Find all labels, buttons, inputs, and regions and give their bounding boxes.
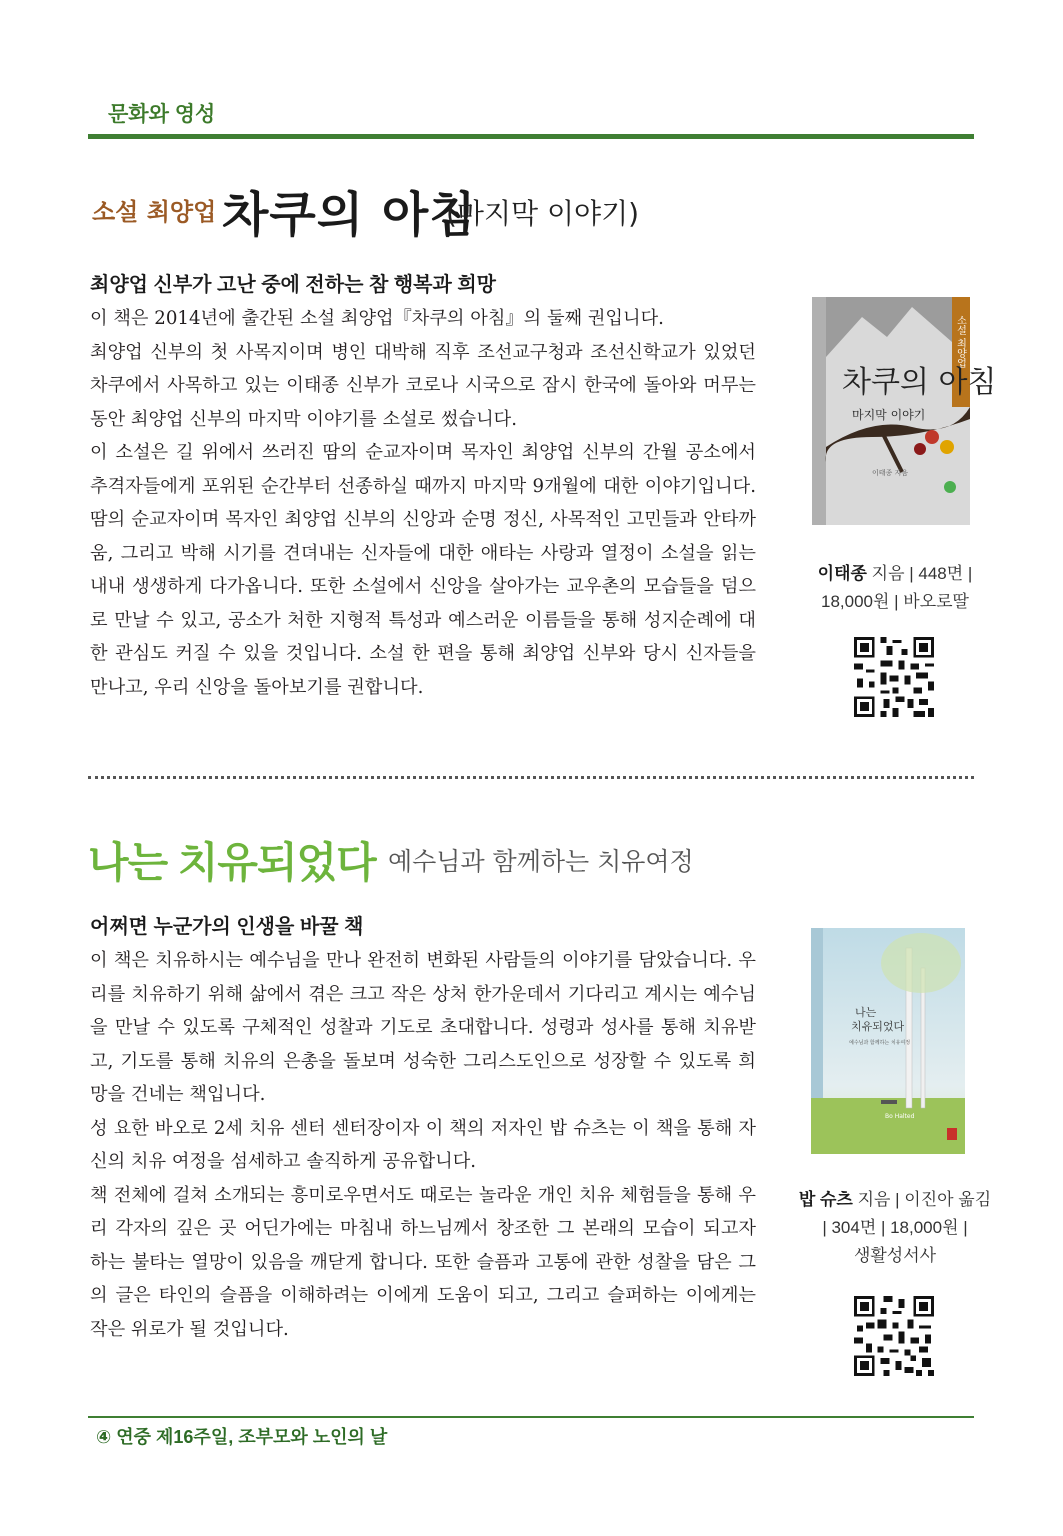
book2-info-line2: | 304면 | 18,000원 | [822, 1218, 968, 1237]
book2-cover-title-line2: 치유되었다 [851, 1020, 905, 1033]
qr-code-icon[interactable] [851, 1293, 937, 1379]
section-title: 문화와 영성 [108, 103, 216, 126]
page-footer: ④ 연중 제16주일, 조부모와 노인의 날 [96, 1427, 388, 1447]
book1-paragraph: 이 책은 2014년에 출간된 소설 최양업『차쿠의 아침』의 둘째 권입니다. [90, 308, 664, 329]
book1-info [800, 560, 990, 616]
header-rule [88, 134, 974, 139]
footer-rule [88, 1416, 974, 1418]
book2-info-line1: 지음 | 이진아 옮김 [852, 1190, 992, 1209]
book1-info-line2: 18,000원 | 바오로딸 [821, 592, 969, 611]
book1-subtitle: (마지막 이야기) [446, 197, 640, 230]
book1-cover-image [812, 297, 997, 525]
book2-cover-author: Bo Halted [885, 1113, 915, 1120]
book2-cover-title-line1: 나는 [855, 1006, 877, 1019]
book2-info [790, 1186, 1000, 1270]
book2-paragraph: 성 요한 바오로 2세 치유 센터 센터장이자 이 책의 저자인 밥 슈츠는 이 책을 통해 자신의 치유 여정을 섬세하고 솔직하게 공유합니다. [90, 1117, 756, 1172]
book2-cover-tagline: 예수님과 함께하는 치유여정 [849, 1040, 911, 1046]
book1-heading: 최양업 신부가 고난 중에 전하는 참 행복과 희망 [90, 274, 496, 296]
book1-cover-author: 이태종 지음 [872, 469, 909, 477]
book1-title: 차쿠의 아침 [222, 187, 477, 243]
book1-body [90, 302, 756, 704]
section-divider [88, 776, 974, 779]
book2-heading: 어쩌면 누군가의 인생을 바꿀 책 [90, 916, 364, 938]
book1-info-line1: 지음 | 448면 | [866, 564, 973, 583]
book2-body [90, 944, 756, 1346]
book1-cover-title: 차쿠의 아침 [842, 365, 997, 400]
book2-info-line3: 생활성서사 [853, 1246, 937, 1265]
qr-code-icon[interactable] [851, 634, 937, 720]
book2-author: 밥 슈츠 [798, 1190, 853, 1209]
book1-cover-side-text: 소설 최양업 [954, 315, 966, 369]
book1-paragraph: 최양업 신부의 첫 사목지이며 병인 대박해 직후 조선교구청과 조선신학교가 있었던 차쿠에서 사목하고 있는 이태종 신부가 코로나 시국으로 잠시 한국에 돌아와 머무는 동안 최양업 신부의 마지막 이야기를 소설로 썼습니다. [90, 341, 756, 430]
book1-label: 소설 최양업 [92, 198, 217, 226]
book1-paragraph: 이 소설은 길 위에서 쓰러진 땀의 순교자이며 목자인 최양업 신부의 간월 공소에서 추격자들에게 포위된 순간부터 선종하실 때까지 마지막 9개월에 대한 이야기입니다. 땀의 순교자이며 목자인 최양업 신부의 신앙과 순명 정신, 사목적인 고민들과 안타까움, 그리고 박해 시기를 견뎌내는 신자들에 대한 애타는 사랑과 열정이 소설을 읽는 내내 생생하게 다가옵니다. 또한 소설에서 신앙을 살아가는 교우촌의 모습들을 덤으로 만날 수 있고, 공소가 처한 지형적 특성과 예스러운 이름들을 통해 성지순례에 대한 관심도 커질 수 있을 것입니다. 소설 한 편을 통해 최양업 신부와 당시 신자들을 만나고, 우리 신앙을 돌아보기를 권합니다. [90, 442, 756, 698]
book2-cover-image [811, 928, 965, 1154]
book2-paragraph: 이 책은 치유하시는 예수님을 만나 완전히 변화된 사람들의 이야기를 담았습니다. 우리를 치유하기 위해 삶에서 겪은 크고 작은 상처 한가운데서 기다리고 계시는 예수님을 만날 수 있도록 구체적인 성찰과 기도로 초대합니다. 성령과 성사를 통해 치유받고, 기도를 통해 치유의 은총을 돌보며 성숙한 그리스도인으로 성장할 수 있도록 희망을 건네는 책입니다. [90, 950, 756, 1105]
book2-subtitle: 예수님과 함께하는 치유여정 [388, 847, 694, 876]
book1-author: 이태종 [817, 564, 867, 583]
book1-cover-subtitle: 마지막 이야기 [852, 408, 926, 422]
book2-title: 나는 치유되었다 [88, 839, 376, 886]
book2-paragraph: 책 전체에 걸쳐 소개되는 흥미로우면서도 때로는 놀라운 개인 치유 체험들을 통해 우리 각자의 깊은 곳 어딘가에는 마침내 하느님께서 창조한 그 본래의 모습이 되고자 하는 불타는 열망이 있음을 깨닫게 합니다. 또한 슬픔과 고통에 관한 성찰을 담은 그의 글은 타인의 슬픔을 이해하려는 이에게 도움이 되고, 그리고 슬퍼하는 이에게는 작은 위로가 될 것입니다. [90, 1184, 756, 1340]
